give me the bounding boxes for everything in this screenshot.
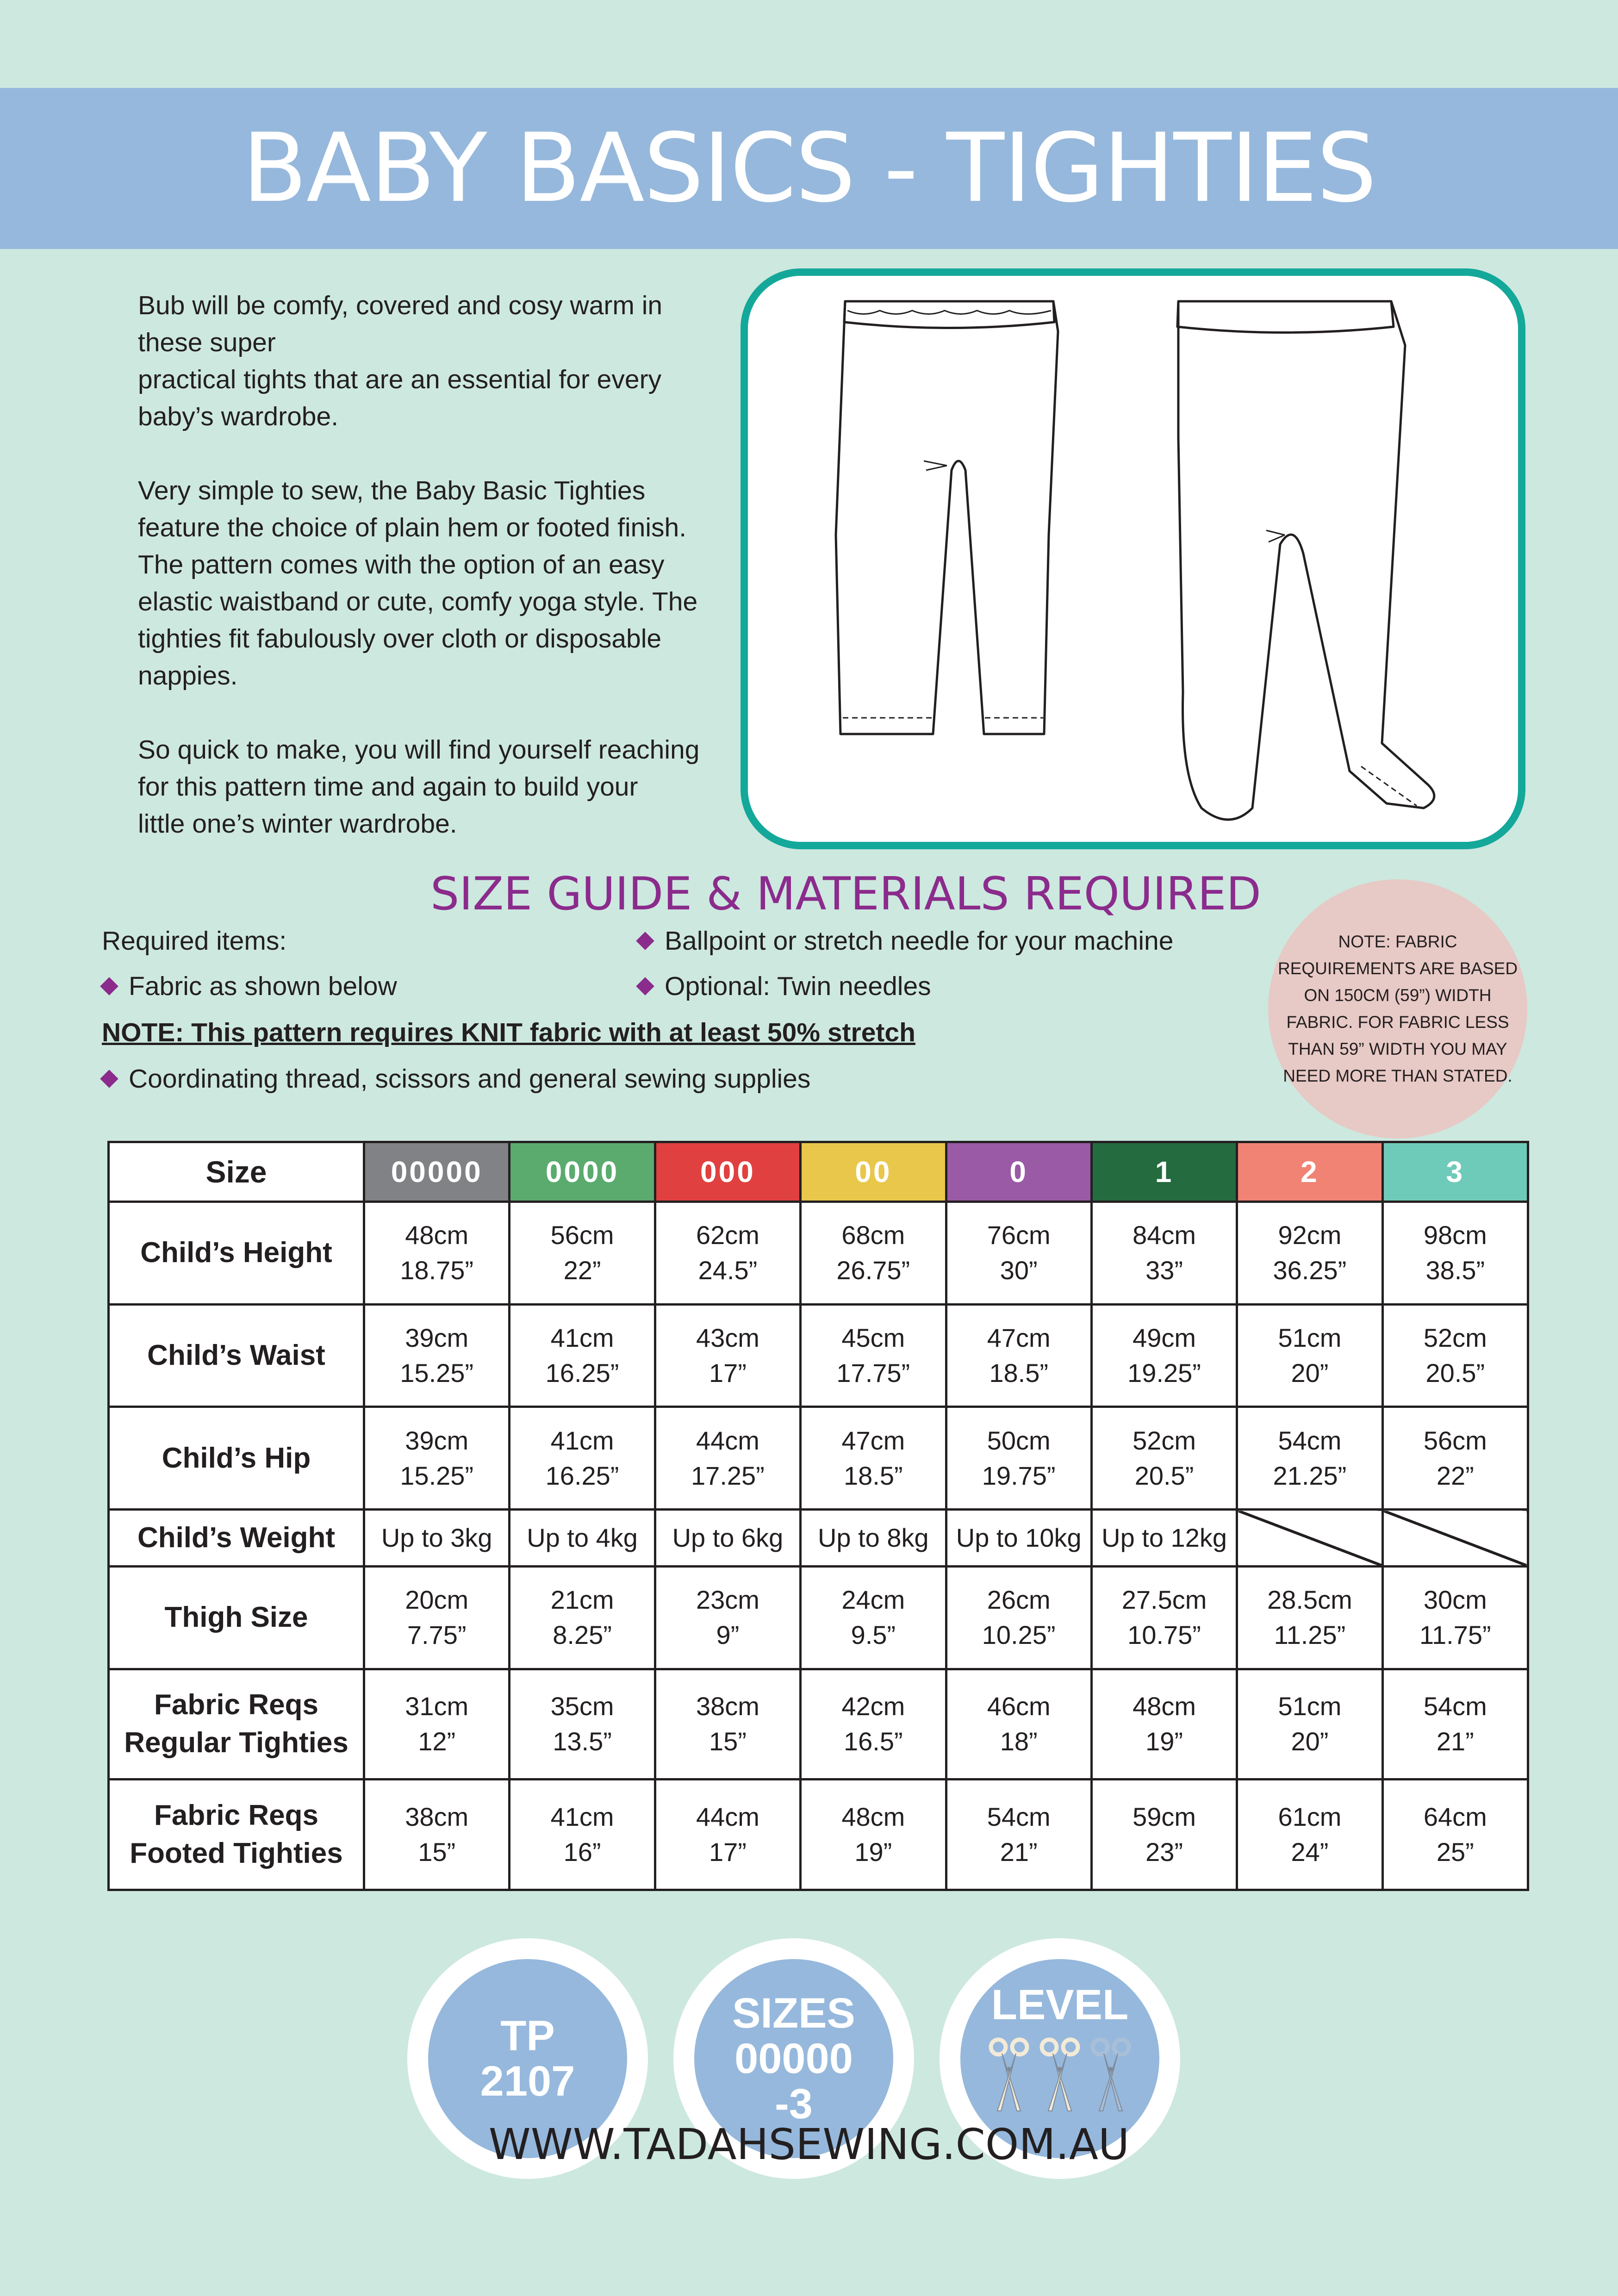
- cell-value: 42cm: [841, 1692, 905, 1721]
- intro-line: tighties fit fabulously over cloth or disposable: [138, 624, 662, 653]
- cell-value: 17.75”: [836, 1358, 910, 1388]
- table-cell: [364, 1510, 510, 1567]
- cell-value: 20cm: [405, 1585, 469, 1615]
- table-row: [109, 1510, 1528, 1567]
- cell-value: 38cm: [696, 1692, 759, 1721]
- fabric-width-note: [1268, 879, 1527, 1139]
- cell-value: 38.5”: [1425, 1256, 1485, 1285]
- cell-value: 47cm: [841, 1425, 905, 1455]
- bullet-text: Ballpoint or stretch needle for your machine: [665, 926, 1174, 956]
- cell-value: 54cm: [1423, 1692, 1487, 1721]
- table-cell: [1237, 1407, 1382, 1510]
- cell-value: 28.5cm: [1267, 1585, 1352, 1615]
- intro-line: these super: [138, 328, 276, 357]
- table-cell: [510, 1780, 655, 1890]
- intro-line: Very simple to sew, the Baby Basic Tighties: [138, 476, 646, 505]
- cell-value: 39cm: [405, 1323, 469, 1353]
- table-cell: [1237, 1780, 1382, 1890]
- cell-value: 56cm: [1423, 1425, 1487, 1455]
- table-cell: [1237, 1304, 1382, 1407]
- cell-value: 47cm: [987, 1323, 1051, 1353]
- cell-value: Up to 4kg: [527, 1523, 638, 1553]
- cell-value: 16.25”: [545, 1461, 619, 1490]
- cell-value: 24”: [1291, 1837, 1329, 1867]
- size-header-label: Size: [109, 1142, 364, 1202]
- table-cell: [1382, 1669, 1528, 1780]
- table-cell: [946, 1669, 1091, 1780]
- cell-value: 52cm: [1423, 1323, 1487, 1353]
- cell-value: 24cm: [841, 1585, 905, 1615]
- table-cell: [1382, 1510, 1528, 1567]
- cell-value: 20”: [1291, 1358, 1329, 1388]
- table-cell: [510, 1510, 655, 1567]
- cell-value: 22”: [1436, 1461, 1474, 1490]
- tights-drawing: [748, 276, 1518, 842]
- intro-line: practical tights that are an essential for every: [138, 365, 662, 394]
- table-cell: [364, 1780, 510, 1890]
- intro-line: nappies.: [138, 661, 238, 691]
- cell-value: 7.75”: [407, 1620, 467, 1650]
- row-label: [109, 1407, 364, 1510]
- row-label-text: Child’s Hip: [162, 1442, 311, 1474]
- sizes-label: SIZES: [732, 1990, 855, 2037]
- row-label-text: Child’s Waist: [147, 1339, 325, 1372]
- cell-value: 11.75”: [1419, 1620, 1491, 1650]
- intro-paragraph: [138, 731, 730, 842]
- cell-value: Up to 10kg: [956, 1523, 1082, 1553]
- cell-value: 17”: [709, 1837, 747, 1867]
- required-items-label: Required items:: [102, 926, 287, 956]
- table-cell: [655, 1566, 800, 1669]
- cell-value: 17”: [709, 1358, 747, 1388]
- row-label-text: Fabric Reqs: [154, 1689, 318, 1721]
- cell-value: 38cm: [405, 1802, 469, 1832]
- cell-value: 20.5”: [1425, 1358, 1485, 1388]
- table-cell: [655, 1304, 800, 1407]
- table-cell: [655, 1510, 800, 1567]
- pattern-code-number: 2107: [480, 2058, 575, 2105]
- cell-value: 39cm: [405, 1425, 469, 1455]
- cell-value: 26cm: [987, 1585, 1051, 1615]
- cell-value: 15.25”: [400, 1358, 474, 1388]
- cell-value: 64cm: [1423, 1802, 1487, 1832]
- table-cell: [801, 1669, 946, 1780]
- cell-value: 18.5”: [843, 1461, 903, 1490]
- cell-value: 52cm: [1133, 1425, 1196, 1455]
- intro-text: [138, 287, 730, 879]
- table-cell: [946, 1304, 1091, 1407]
- cell-value: 23”: [1145, 1837, 1183, 1867]
- table-cell: [510, 1566, 655, 1669]
- size-chart-table: [107, 1141, 1529, 1891]
- website-url: WWW.TADAHSEWING.COM.AU: [488, 2120, 1130, 2169]
- table-row: [109, 1669, 1528, 1780]
- cell-value: 13.5”: [553, 1727, 612, 1756]
- cell-value: 41cm: [550, 1425, 614, 1455]
- cell-value: 41cm: [550, 1323, 614, 1353]
- table-cell: [801, 1510, 946, 1567]
- cell-value: 43cm: [696, 1323, 759, 1353]
- cell-value: 20”: [1291, 1727, 1329, 1756]
- table-row: [109, 1566, 1528, 1669]
- intro-paragraph: [138, 287, 730, 435]
- cell-value: 51cm: [1278, 1323, 1342, 1353]
- table-cell: [946, 1202, 1091, 1305]
- table-cell: [1091, 1510, 1237, 1567]
- cell-value: 30cm: [1423, 1585, 1487, 1615]
- table-cell: [1091, 1669, 1237, 1780]
- table-cell: [946, 1510, 1091, 1567]
- cell-value: 20.5”: [1134, 1461, 1194, 1490]
- cell-value: 21”: [1000, 1837, 1038, 1867]
- cell-value: 17.25”: [691, 1461, 765, 1490]
- cell-value: 54cm: [1278, 1425, 1342, 1455]
- table-cell: [1091, 1566, 1237, 1669]
- cell-value: 36.25”: [1273, 1256, 1347, 1285]
- table-cell: [364, 1407, 510, 1510]
- cell-value: 9.5”: [851, 1620, 896, 1650]
- cell-value: 19.75”: [982, 1461, 1056, 1490]
- table-cell: [510, 1669, 655, 1780]
- cell-value: 48cm: [1133, 1692, 1196, 1721]
- table-cell: [1237, 1510, 1382, 1567]
- table-cell: [801, 1566, 946, 1669]
- table-row: [109, 1407, 1528, 1510]
- cell-value: 49cm: [1133, 1323, 1196, 1353]
- cell-value: 98cm: [1423, 1220, 1487, 1250]
- cell-value: 59cm: [1133, 1802, 1196, 1832]
- page-title: BABY BASICS - TIGHTIES: [242, 113, 1376, 224]
- cell-value: 50cm: [987, 1425, 1051, 1455]
- table-cell: [946, 1780, 1091, 1890]
- table-row: [109, 1304, 1528, 1407]
- size-header-0: 0: [946, 1142, 1091, 1202]
- fabric-width-note-text: NOTE: FABRIC REQUIREMENTS ARE BASED ON 150CM (59”) WIDTH FABRIC. FOR FABRIC LESS THAN 59” WIDTH YOU MAY NEED MORE THAN STATED.: [1277, 932, 1518, 1085]
- table-cell: [655, 1780, 800, 1890]
- table-cell: [1091, 1202, 1237, 1305]
- table-cell: [364, 1566, 510, 1669]
- table-cell: [1237, 1202, 1382, 1305]
- cell-value: 31cm: [405, 1692, 469, 1721]
- table-row: [109, 1780, 1528, 1890]
- cell-value: 16.25”: [545, 1358, 619, 1388]
- row-label: [109, 1202, 364, 1305]
- cell-value: 21.25”: [1273, 1461, 1347, 1490]
- table-cell: [801, 1202, 946, 1305]
- cell-value: 92cm: [1278, 1220, 1342, 1250]
- row-label: [109, 1304, 364, 1407]
- size-header-1: 1: [1091, 1142, 1237, 1202]
- intro-paragraph: [138, 472, 730, 694]
- bullet-twin: [639, 971, 931, 1002]
- size-header-row: [109, 1142, 1528, 1202]
- row-label-text: Child’s Height: [140, 1237, 332, 1269]
- cell-value: 46cm: [987, 1692, 1051, 1721]
- size-header-3: 3: [1382, 1142, 1528, 1202]
- table-cell: [1091, 1780, 1237, 1890]
- bullet-needle: [639, 926, 1173, 956]
- cell-value: 15.25”: [400, 1461, 474, 1490]
- table-cell: [1091, 1304, 1237, 1407]
- table-cell: [1382, 1304, 1528, 1407]
- sizes-range-end: -3: [775, 2080, 813, 2128]
- cell-value: 19”: [1145, 1727, 1183, 1756]
- cell-value: 68cm: [841, 1220, 905, 1250]
- table-cell: [364, 1669, 510, 1780]
- cell-value: 84cm: [1133, 1220, 1196, 1250]
- size-header-0000: 0000: [510, 1142, 655, 1202]
- table-cell: [655, 1407, 800, 1510]
- table-cell: [1382, 1202, 1528, 1305]
- bullet-text: Coordinating thread, scissors and general sewing supplies: [129, 1064, 811, 1094]
- cell-value: 62cm: [696, 1220, 759, 1250]
- row-label-text: Fabric Reqs: [154, 1799, 318, 1832]
- cell-value: 15”: [418, 1837, 456, 1867]
- table-cell: [1382, 1407, 1528, 1510]
- table-cell: [1382, 1780, 1528, 1890]
- intro-line: feature the choice of plain hem or footed finish.: [138, 513, 687, 542]
- cell-value: 16.5”: [843, 1727, 903, 1756]
- diamond-bullet-icon: [100, 977, 118, 996]
- cell-value: 16”: [563, 1837, 601, 1867]
- title-banner: [0, 88, 1618, 249]
- cell-value: Up to 8kg: [817, 1523, 929, 1553]
- plain-tights: [836, 301, 1058, 734]
- cell-value: Up to 12kg: [1101, 1523, 1227, 1553]
- cell-value: 48cm: [405, 1220, 469, 1250]
- cell-value: 21”: [1436, 1727, 1474, 1756]
- diamond-bullet-icon: [636, 977, 654, 996]
- level-scissors: [988, 2037, 1132, 2116]
- cell-value: 76cm: [987, 1220, 1051, 1250]
- scissors-icon: [1090, 2037, 1132, 2116]
- bullet-fabric: [103, 971, 397, 1002]
- cell-value: 12”: [418, 1727, 456, 1756]
- table-cell: [1091, 1407, 1237, 1510]
- row-label: [109, 1510, 364, 1567]
- scissors-icon: [1039, 2037, 1081, 2116]
- table-cell: [510, 1304, 655, 1407]
- cell-value: 45cm: [841, 1323, 905, 1353]
- table-cell: [946, 1566, 1091, 1669]
- cell-value: 18.75”: [400, 1256, 474, 1285]
- cell-value: 23cm: [696, 1585, 759, 1615]
- table-cell: [946, 1407, 1091, 1510]
- sizes-range-start: 00000: [734, 2035, 853, 2082]
- cell-value: 24.5”: [698, 1256, 758, 1285]
- table-cell: [655, 1202, 800, 1305]
- diamond-bullet-icon: [100, 1070, 118, 1088]
- cell-value: 33”: [1145, 1256, 1183, 1285]
- scissors-icon: [988, 2037, 1030, 2116]
- table-cell: [801, 1304, 946, 1407]
- size-table-body: [109, 1202, 1528, 1890]
- cell-value: 30”: [1000, 1256, 1038, 1285]
- cell-value: 21cm: [550, 1585, 614, 1615]
- cell-value: 44cm: [696, 1425, 759, 1455]
- table-cell: [801, 1407, 946, 1510]
- cell-value: 8.25”: [553, 1620, 612, 1650]
- row-label: [109, 1566, 364, 1669]
- cell-value: 10.75”: [1127, 1620, 1201, 1650]
- size-header-00000: 00000: [364, 1142, 510, 1202]
- size-header-2: 2: [1237, 1142, 1382, 1202]
- cell-value: Up to 6kg: [672, 1523, 784, 1553]
- cell-value: 9”: [716, 1620, 740, 1650]
- size-header-00: 00: [801, 1142, 946, 1202]
- cell-value: 27.5cm: [1121, 1585, 1207, 1615]
- cell-value: 18.5”: [989, 1358, 1048, 1388]
- size-header-000: 000: [655, 1142, 800, 1202]
- cell-value: 18”: [1000, 1727, 1038, 1756]
- cell-value: 11.25”: [1274, 1620, 1346, 1650]
- table-cell: [1237, 1566, 1382, 1669]
- tights-illustration: [741, 268, 1525, 849]
- table-cell: [655, 1669, 800, 1780]
- table-cell: [364, 1202, 510, 1305]
- table-cell: [510, 1202, 655, 1305]
- bullet-text: Fabric as shown below: [129, 971, 397, 1001]
- cell-value: 10.25”: [982, 1620, 1056, 1650]
- cell-value: 22”: [563, 1256, 601, 1285]
- intro-line: for this pattern time and again to build your: [138, 772, 638, 802]
- table-row: [109, 1202, 1528, 1305]
- intro-line: So quick to make, you will find yourself reaching: [138, 735, 700, 765]
- diamond-bullet-icon: [636, 932, 654, 950]
- row-label: [109, 1780, 364, 1890]
- intro-line: baby’s wardrobe.: [138, 402, 339, 431]
- intro-line: little one’s winter wardrobe.: [138, 809, 457, 839]
- knit-fabric-note: NOTE: This pattern requires KNIT fabric with at least 50% stretch: [102, 1018, 915, 1047]
- cell-value: 35cm: [550, 1692, 614, 1721]
- cell-value: 48cm: [841, 1802, 905, 1832]
- row-label: [109, 1669, 364, 1780]
- intro-line: elastic waistband or cute, comfy yoga style. The: [138, 587, 698, 616]
- level-label: LEVEL: [991, 1981, 1129, 2028]
- table-cell: [364, 1304, 510, 1407]
- row-label-text: Child’s Weight: [137, 1522, 336, 1554]
- cell-value: 41cm: [550, 1802, 614, 1832]
- cell-value: 54cm: [987, 1802, 1051, 1832]
- row-label-text: Regular Tighties: [124, 1727, 348, 1759]
- section-title: SIZE GUIDE & MATERIALS REQUIRED: [430, 868, 1262, 921]
- cell-value: 19.25”: [1127, 1358, 1201, 1388]
- bullet-thread: [103, 1064, 810, 1094]
- cell-value: 51cm: [1278, 1692, 1342, 1721]
- cell-value: 25”: [1436, 1837, 1474, 1867]
- footed-tights: [1178, 301, 1434, 820]
- intro-line: The pattern comes with the option of an easy: [138, 550, 665, 579]
- row-label-text: Thigh Size: [164, 1601, 308, 1634]
- cell-value: 61cm: [1278, 1802, 1342, 1832]
- cell-value: 56cm: [550, 1220, 614, 1250]
- row-label-text: Footed Tighties: [130, 1837, 343, 1870]
- table-cell: [1237, 1669, 1382, 1780]
- intro-line: Bub will be comfy, covered and cosy warm in: [138, 291, 663, 320]
- pattern-code-prefix: TP: [500, 2012, 555, 2060]
- cell-value: 15”: [709, 1727, 747, 1756]
- cell-value: Up to 3kg: [381, 1523, 492, 1553]
- bullet-text: Optional: Twin needles: [665, 971, 931, 1001]
- cell-value: 44cm: [696, 1802, 759, 1832]
- table-cell: [510, 1407, 655, 1510]
- cell-value: 19”: [854, 1837, 892, 1867]
- table-cell: [801, 1780, 946, 1890]
- table-cell: [1382, 1566, 1528, 1669]
- cell-value: 26.75”: [836, 1256, 910, 1285]
